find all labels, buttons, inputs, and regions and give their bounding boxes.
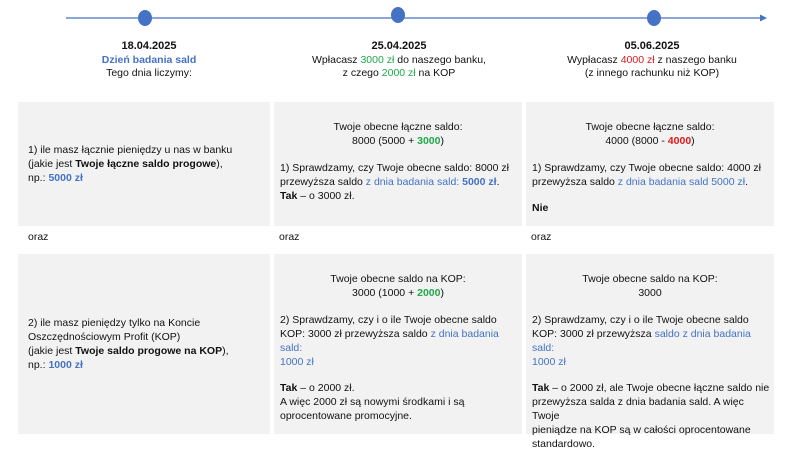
text-line: (jakie jest Twoje saldo progowe na KOP), <box>28 345 229 357</box>
row2-left-cell <box>18 254 270 434</box>
text-line: A więc 2000 zł są nowymi środkami i są <box>280 396 465 408</box>
row1-mid-cell <box>274 102 522 226</box>
text-line: Tak – o 2000 zł, ale Twoje obecne łączne saldo nie <box>532 382 770 394</box>
text-line: 1) Sprawdzamy, czy Twoje obecne saldo: 8000 zł <box>280 162 509 174</box>
kop-title: Twoje obecne saldo na KOP: <box>582 273 718 285</box>
text-line: KOP: 3000 zł przewyższa saldo z dnia badania sald: <box>280 328 499 354</box>
date-label: 18.04.2025 <box>121 40 177 52</box>
column-header-1 <box>60 40 238 81</box>
balance-title: Twoje obecne łączne saldo: <box>333 121 463 133</box>
balance-title: Twoje obecne łączne saldo: <box>585 121 715 133</box>
event-desc: Tego dnia liczymy: <box>106 67 192 79</box>
text-line: Tak – o 3000 zł. <box>280 190 355 202</box>
row1-right-cell <box>526 102 774 226</box>
text-line: 1000 zł <box>280 356 314 368</box>
text-line: pieniądze na KOP są w całości oprocentowane <box>532 424 751 436</box>
oraz-label-1: oraz <box>28 231 49 243</box>
balance-calc: 8000 (5000 + 3000) <box>352 135 444 147</box>
text-line: np.: 5000 zł <box>28 172 83 184</box>
timeline-dot-2 <box>391 7 405 23</box>
text-line: przewyższa saldo z dnia badania sald: 5000 zł. <box>280 176 500 188</box>
date-label: 25.04.2025 <box>371 40 427 52</box>
text-line: oprocentowane promocyjne. <box>280 410 412 422</box>
column-header-2 <box>290 40 508 81</box>
row2-right-cell <box>526 254 774 450</box>
text-line: przewyższa salda z dnia badania sald. A więc Twoje <box>532 396 744 422</box>
text-line: 2) Sprawdzamy, czy i o ile Twoje obecne saldo <box>532 314 749 326</box>
event-title: Dzień badania sald <box>101 53 197 66</box>
timeline <box>0 0 800 40</box>
text-line: 2) Sprawdzamy, czy i o ile Twoje obecne saldo <box>280 314 497 326</box>
oraz-label-3: oraz <box>531 231 552 243</box>
oraz-label-2: oraz <box>279 231 300 243</box>
event-line-2: (z innego rachunku niż KOP) <box>584 67 720 79</box>
text-line: Nie <box>532 202 549 214</box>
row1-left-cell <box>18 102 270 226</box>
text-line: 1) Sprawdzamy, czy Twoje obecne saldo: 4000 zł <box>532 162 761 174</box>
event-line-2: z czego 2000 zł na KOP <box>342 67 456 79</box>
text-line: Tak – o 2000 zł. <box>280 382 355 394</box>
text-line: 1000 zł <box>532 356 566 368</box>
event-line-1: Wpłacasz 3000 zł do naszego banku, <box>312 53 486 66</box>
text-line: 2) ile masz pieniędzy tylko na Koncie <box>28 317 201 329</box>
kop-calc: 3000 <box>638 287 662 299</box>
text-line: 1) ile masz łącznie pieniędzy u nas w banku <box>28 144 233 156</box>
timeline-dot-3 <box>647 10 661 26</box>
text-line: KOP: 3000 zł przewyższa saldo z dnia badania sald: <box>532 328 751 354</box>
kop-title: Twoje obecne saldo na KOP: <box>330 273 466 285</box>
date-label: 05.06.2025 <box>624 40 680 52</box>
text-line: np.: 1000 zł <box>28 359 83 371</box>
text-line: (jakie jest Twoje łączne saldo progowe), <box>28 158 223 170</box>
column-header-3 <box>548 40 756 81</box>
text-line: Oszczędnościowym Profit (KOP) <box>28 331 181 343</box>
balance-calc: 4000 (8000 - 4000) <box>605 135 695 147</box>
text-line: standardowo. <box>532 438 596 450</box>
text-line: przewyższa saldo z dnia badania sald 5000 zł. <box>532 176 748 188</box>
timeline-dot-1 <box>138 10 152 26</box>
row2-mid-cell <box>274 254 522 434</box>
event-line-1: Wypłacasz 4000 zł z naszego banku <box>567 53 737 66</box>
kop-calc: 3000 (1000 + 2000) <box>352 287 444 299</box>
